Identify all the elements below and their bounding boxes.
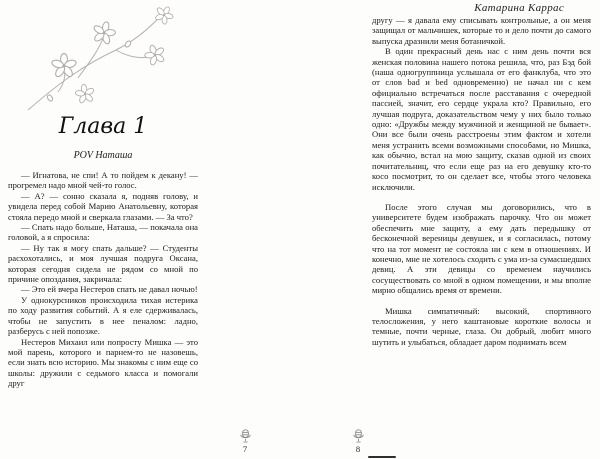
- microphone-icon: [239, 429, 252, 443]
- right-page-footer: [341, 429, 375, 454]
- pov-subtitle: POV Наташа: [73, 150, 133, 161]
- page-number: 8: [355, 444, 361, 454]
- paragraph: другу — я давала ему списывать контрольные, а он меня защищал от мальчишек, которые то и дело почти до самого выпуска дразнили меня ботаничкой.: [372, 15, 591, 46]
- paragraph: Нестеров Михаил или попросту Мишка — это мой парень, которого и парнем-то не назовешь, если знать всю историю. Мы знакомы с ним еще со школы: дружили с седьмого класса и помогали друг: [8, 336, 198, 389]
- flower-branch-illustration: [20, 6, 175, 114]
- paragraph: В один прекрасный день нас с ним день почти вся женская половина нашего потока решила, что, раз Бэд бой (наша одногруппница услышала от его фанклуба, что это от слов bad и bed одновременно) не начал ни с кем официально встречаться после расставания с очередной пассией, значит, его сердце украла кто? Правильно, его лучшая подруга, доказательством чему у них было только одно: «Дружбы между мужчиной и женщиной не бывает». Они все были очень расстроены этим фактом и хотели меня устранить всеми возможными способами, но Мишка, как обычно, встал на мою защиту, сказав одной из своих почитательниц, что если еще раз на его девушку кто-то косо посмотрит, то он сделает все, чтобы этого человека исключили.: [372, 46, 591, 192]
- paragraph: Мишка симпатичный: высокий, спортивного телосложения, у него каштановые короткие волосы и темные, почти черные, глаза. Он добрый, любит много шутить и улыбаться, обладает даром поднимать всем: [372, 305, 591, 347]
- microphone-icon: [352, 429, 365, 443]
- right-page: [300, 0, 600, 459]
- author-header: Катарина Каррас: [474, 2, 564, 14]
- left-page-text: [8, 170, 198, 389]
- paragraph: У однокурсников происходила тихая истерика по ходу развития событий. А я еле сдерживалась, чтобы не запустить в нее пеналом: ладно, разберусь с ней попозже.: [8, 294, 198, 337]
- paragraph: После этого случая мы договорились, что в университете будем изображать парочку. Что он может обеспечить мне защиту, а ему дать передышку от бесконечной вереницы девушек, и я согласилась, потому что на тот момент не состояла ни с кем в отношениях. И конечно, мне не хотелось сходить с ума из-за сумасшедших девиц. А эти девицы со временем научились сосуществовать со мной в одном помещении, и мы вполне мирно общались время от времени.: [372, 201, 591, 296]
- chapter-title: Глава 1: [58, 114, 148, 139]
- paragraph: — Игнатова, не спи! А то пойдем к декану! — прогремел надо мной чей-то голос.: [8, 170, 198, 191]
- paragraph: — Спать надо больше, Наташа, — покачала она головой, а я спросила:: [8, 222, 198, 243]
- paragraph: — Это ей вчера Нестеров спать не давал ночью!: [21, 284, 198, 295]
- page-number: 7: [242, 444, 248, 454]
- paragraph: — А? — сонно сказала я, подняв голову, и увидела перед собой Марию Анатольевну, которая стояла передо мной и сверкала глазами. — За что?: [8, 190, 198, 222]
- right-page-text: [372, 15, 591, 347]
- left-page-footer: [228, 429, 262, 454]
- bottom-edge-mark: [368, 456, 396, 458]
- paragraph: — Ну так я могу спать дальше? — Студенты расхохотались, и моя лучшая подруга Оксана, которая сегодня сидела не рядом со мной по причине опоздания, закричала:: [8, 242, 198, 285]
